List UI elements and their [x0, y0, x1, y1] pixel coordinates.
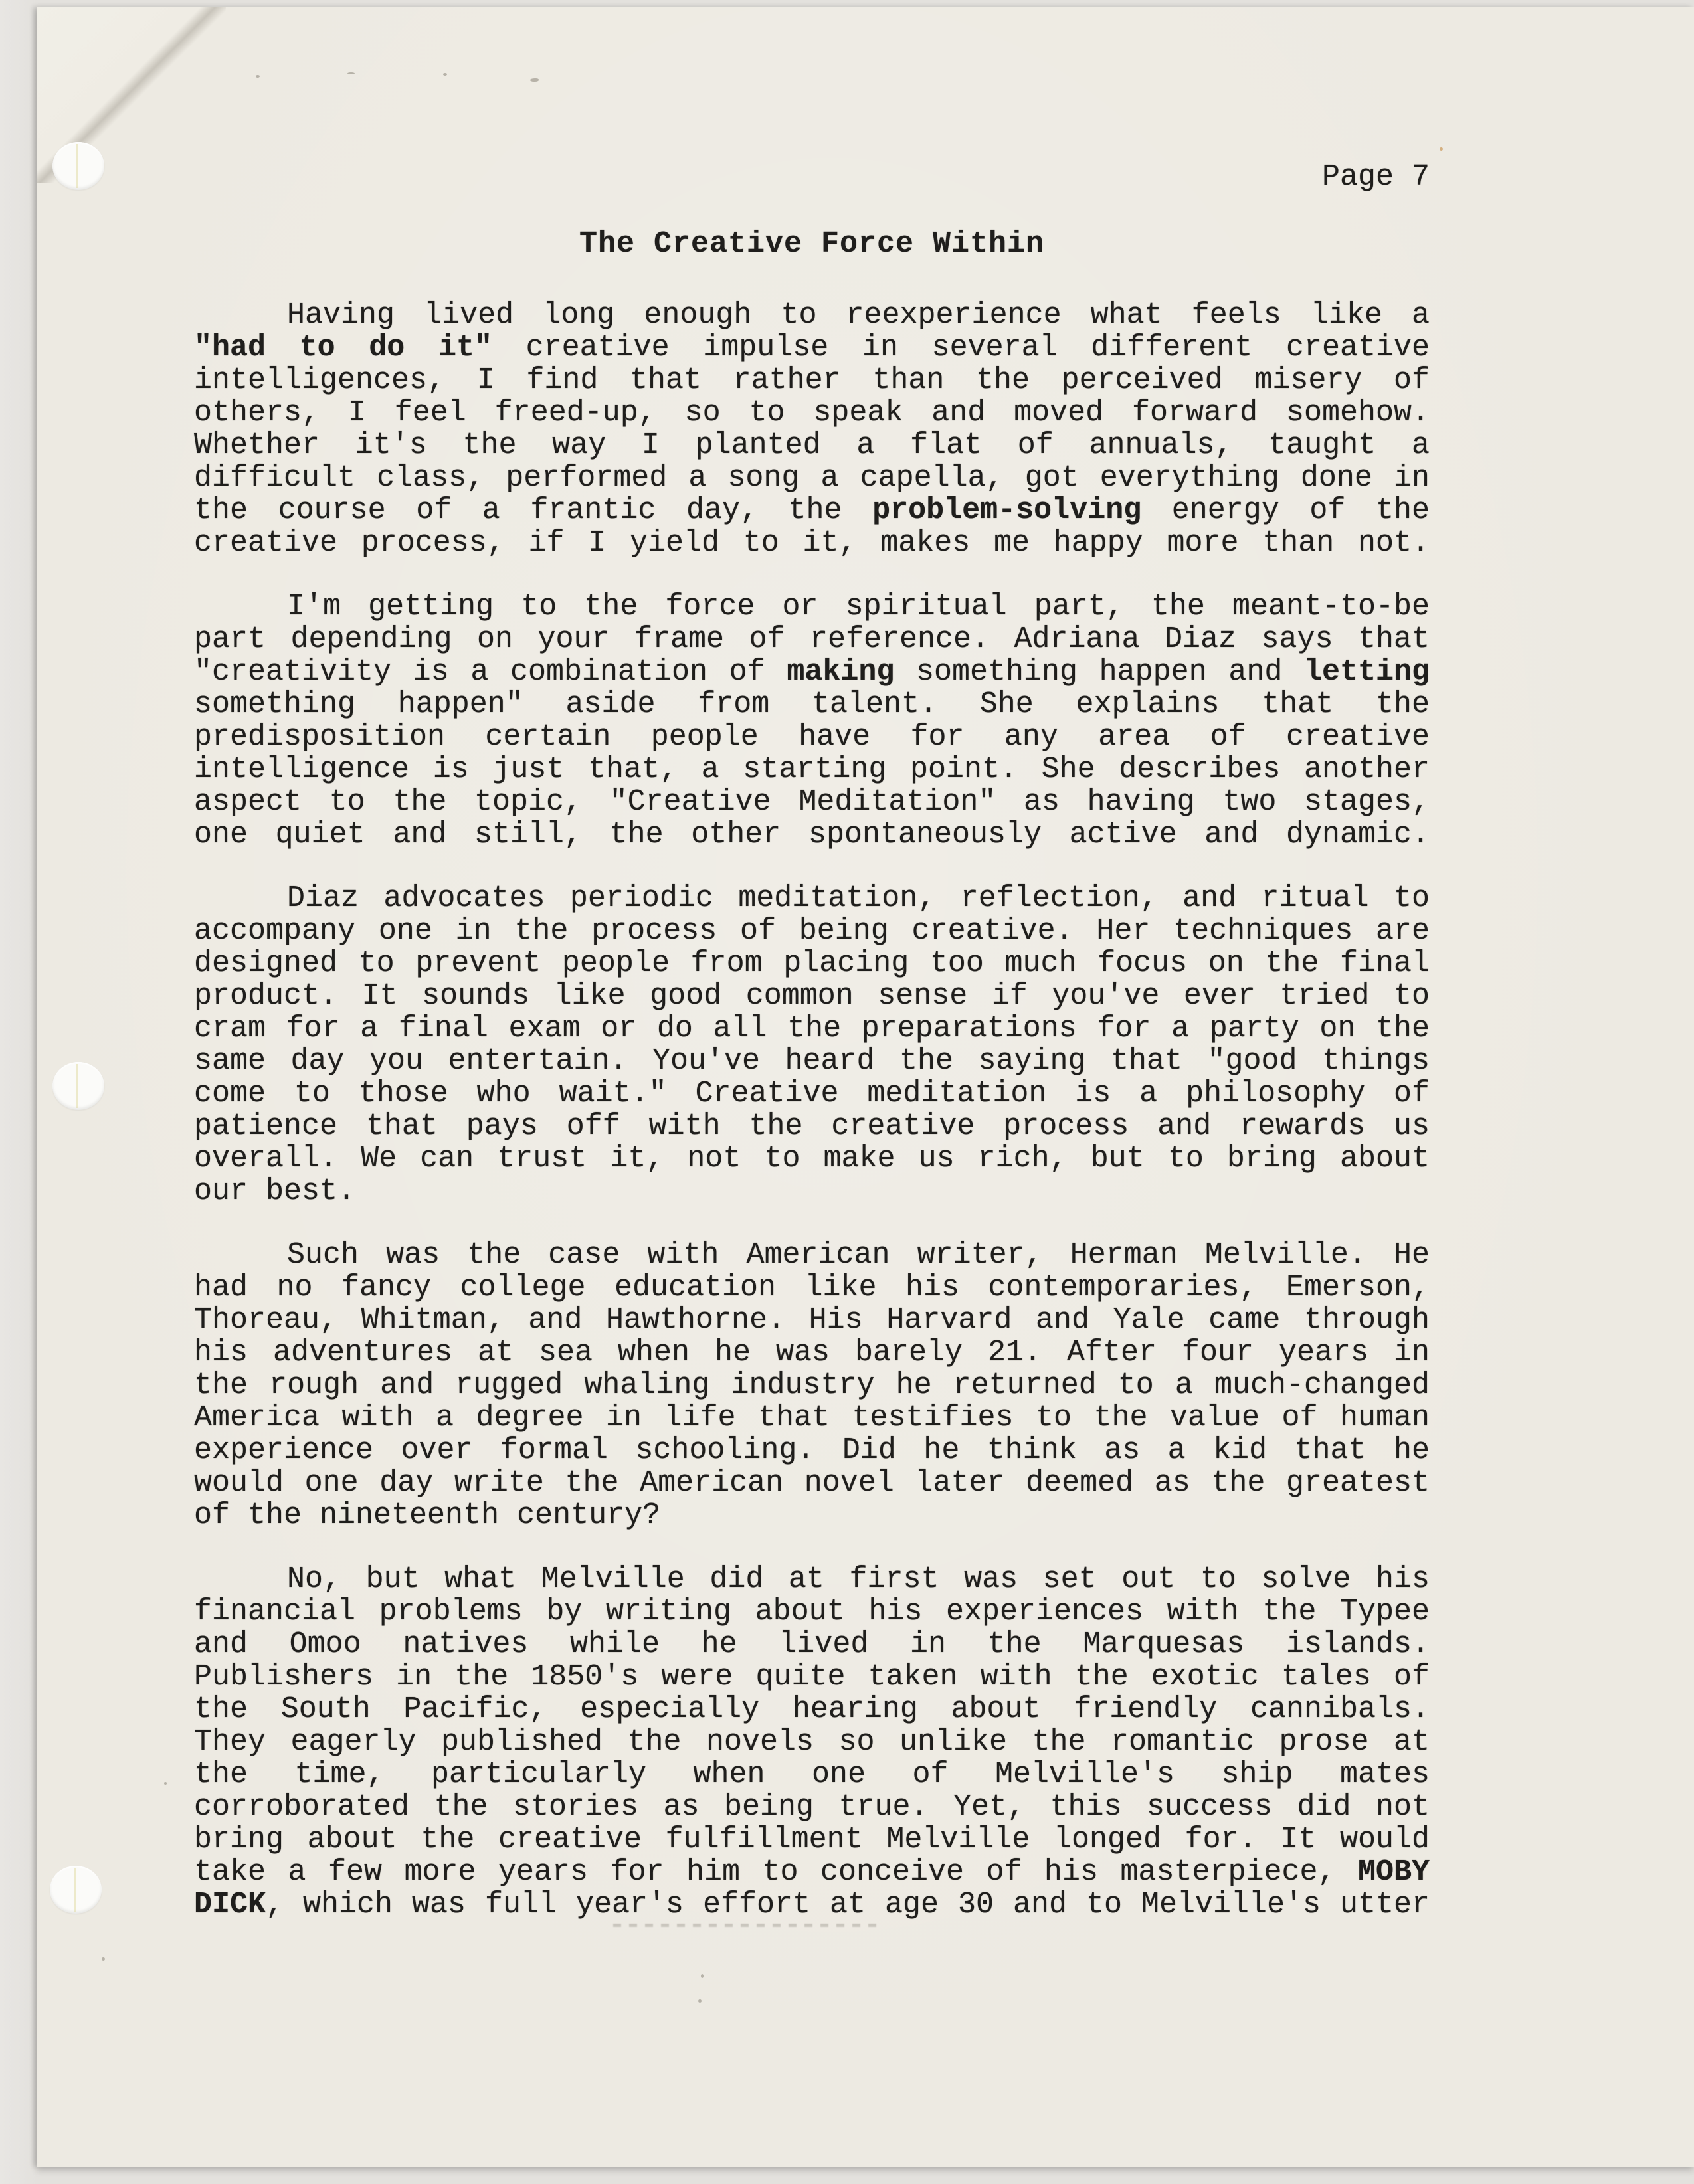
text-line: Whether it's the way I planted a flat of annuals, taught a [194, 428, 1430, 462]
text-line: creative process, if I yield to it, makes me happy more than not. [194, 526, 1430, 560]
text-line: Such was the case with American writer, Herman Melville. He [287, 1238, 1430, 1272]
text-line: "had to do it" creative impulse in several different creative [194, 331, 1430, 365]
text-line: corroborated the stories as being true. Yet, this success did not [194, 1790, 1430, 1824]
paper-sheet [37, 7, 1694, 2167]
text-line: one quiet and still, the other spontaneously active and dynamic. [194, 818, 1430, 852]
text-line: I'm getting to the force or spiritual part, the meant-to-be [287, 590, 1430, 624]
text-line: same day you entertain. You've heard the saying that "good things [194, 1044, 1430, 1078]
paragraph [194, 1239, 1430, 1532]
dust-speck [102, 1957, 105, 1961]
text-line: difficult class, performed a song a capella, got everything done in [194, 461, 1430, 495]
dust-speck [1440, 147, 1443, 151]
text-line: our best. [194, 1174, 356, 1208]
text-line: No, but what Melville did at first was set out to solve his [287, 1562, 1430, 1596]
text-line: bring about the creative fulfillment Melville longed for. It would [194, 1823, 1430, 1857]
page-title: The Creative Force Within [579, 227, 1045, 261]
text-line: experience over formal schooling. Did he think as a kid that he [194, 1433, 1430, 1467]
text-line: Publishers in the 1850's were quite taken with the exotic tales of [194, 1660, 1430, 1694]
text-line: Having lived long enough to reexperience what feels like a [287, 298, 1430, 332]
paragraph [194, 299, 1430, 559]
document-content [194, 7, 1430, 1921]
text-line: had no fancy college education like his contemporaries, Emerson, [194, 1271, 1430, 1305]
text-line: intelligences, I find that rather than the perceived misery of [194, 363, 1430, 397]
page-number: Page 7 [1321, 160, 1430, 194]
pencil-smudge [613, 1924, 880, 1927]
hole-punch [52, 142, 104, 190]
paragraph [194, 1563, 1430, 1921]
text-line: come to those who wait." Creative meditation is a philosophy of [194, 1077, 1430, 1111]
text-line: his adventures at sea when he was barely 21. After four years in [194, 1336, 1430, 1370]
paragraph [194, 882, 1430, 1208]
text-line: the rough and rugged whaling industry he returned to a much-changed [194, 1368, 1430, 1402]
text-line: accompany one in the process of being creative. Her techniques are [194, 914, 1430, 948]
text-line: America with a degree in life that testifies to the value of human [194, 1401, 1430, 1435]
dust-speck [698, 1999, 702, 2003]
text-line: financial problems by writing about his experiences with the Typee [194, 1595, 1430, 1629]
text-line: intelligence is just that, a starting point. She describes another [194, 753, 1430, 786]
text-line: Diaz advocates periodic meditation, reflection, and ritual to [287, 881, 1430, 915]
text-line: part depending on your frame of reference. Adriana Diaz says that [194, 622, 1430, 656]
text-line: the course of a frantic day, the problem-solving energy of the [194, 494, 1430, 527]
text-line: designed to prevent people from placing too much focus on the final [194, 947, 1430, 980]
text-line: something happen" aside from talent. She explains that the [194, 687, 1430, 721]
text-line: take a few more years for him to conceive of his masterpiece, MOBY [194, 1855, 1430, 1889]
text-line: the time, particularly when one of Melville's ship mates [194, 1758, 1430, 1791]
text-line: DICK, which was full year's effort at age 30 and to Melville's utter [194, 1888, 1430, 1922]
text-line: aspect to the topic, "Creative Meditation" as having two stages, [194, 785, 1430, 819]
text-line: and Omoo natives while he lived in the Marquesas islands. [194, 1627, 1430, 1661]
text-line: of the nineteenth century? [194, 1499, 661, 1532]
hole-punch [52, 1062, 104, 1110]
text-line: cram for a final exam or do all the preparations for a party on the [194, 1012, 1430, 1046]
text-line: product. It sounds like good common sense if you've ever tried to [194, 979, 1430, 1013]
text-line: Thoreau, Whitman, and Hawthorne. His Harvard and Yale came through [194, 1303, 1430, 1337]
dust-speck [164, 1782, 167, 1785]
paragraph [194, 591, 1430, 851]
text-line: "creativity is a combination of making something happen and letting [194, 655, 1430, 689]
text-line: the South Pacific, especially hearing about friendly cannibals. [194, 1692, 1430, 1726]
text-line: predisposition certain people have for any area of creative [194, 720, 1430, 754]
document-body [194, 299, 1430, 1921]
text-line: patience that pays off with the creative process and rewards us [194, 1109, 1430, 1143]
text-line: overall. We can trust it, not to make us rich, but to bring about [194, 1142, 1430, 1176]
text-line: would one day write the American novel later deemed as the greatest [194, 1466, 1430, 1500]
hole-punch [50, 1866, 102, 1914]
dust-speck [701, 1974, 704, 1978]
text-line: They eagerly published the novels so unlike the romantic prose at [194, 1725, 1430, 1759]
text-line: others, I feel freed-up, so to speak and moved forward somehow. [194, 396, 1430, 430]
